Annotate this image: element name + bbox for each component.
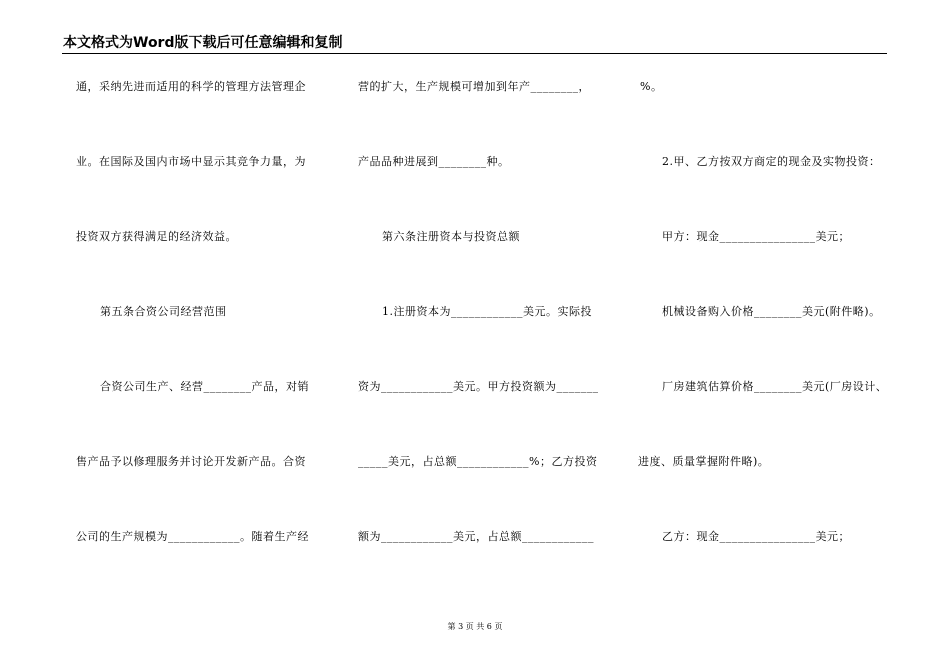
column-2-line-6: _____美元，占总额____________%；乙方投资 — [358, 455, 598, 468]
column-3-line-4: 机械设备购入价格________美元(附件略)。 — [662, 305, 881, 318]
text-column-1 — [76, 0, 326, 600]
column-3-line-3: 甲方：现金________________美元； — [662, 230, 850, 243]
column-1-line-7: 公司的生产规模为____________。随着生产经 — [76, 530, 309, 543]
column-1-line-1: 通，采纳先进而适用的科学的管理方法管理企 — [76, 80, 306, 93]
column-2-line-7: 额为____________美元，占总额____________ — [358, 530, 594, 543]
column-1-line-3: 投资双方获得满足的经济效益。 — [76, 230, 237, 243]
column-1-line-6: 售产品予以修理服务并讨论开发新产品。合资 — [76, 455, 306, 468]
column-3-line-1: %。 — [640, 80, 663, 93]
column-2-line-4: 1.注册资本为____________美元。实际投 — [382, 305, 592, 318]
text-column-3 — [638, 0, 898, 600]
document-header-title: 本文格式为Word版下载后可任意编辑和复制 — [63, 35, 343, 51]
column-1-line-4: 第五条合资公司经营范围 — [100, 305, 227, 318]
column-2-line-3: 第六条注册资本与投资总额 — [382, 230, 520, 243]
page-number: 第 3 页 共 6 页 — [447, 622, 503, 631]
column-1-line-2: 业。在国际及国内市场中显示其竞争力量，为 — [76, 155, 306, 168]
column-2-line-1: 营的扩大，生产规模可增加到年产________， — [358, 80, 590, 93]
column-3-line-7: 乙方：现金________________美元； — [662, 530, 850, 543]
column-3-line-5: 厂房建筑估算价格________美元(厂房设计、 — [662, 380, 888, 393]
text-column-2 — [358, 0, 618, 600]
column-3-line-6: 进度、质量掌握附件略)。 — [638, 455, 770, 468]
column-2-line-5: 资为____________美元。甲方投资额为_______ — [358, 380, 599, 393]
column-1-line-5: 合资公司生产、经营________产品，对销 — [100, 380, 309, 393]
column-2-line-2: 产品品种进展到________种。 — [358, 155, 510, 168]
column-3-line-2: 2.甲、乙方按双方商定的现金及实物投资： — [662, 155, 881, 168]
